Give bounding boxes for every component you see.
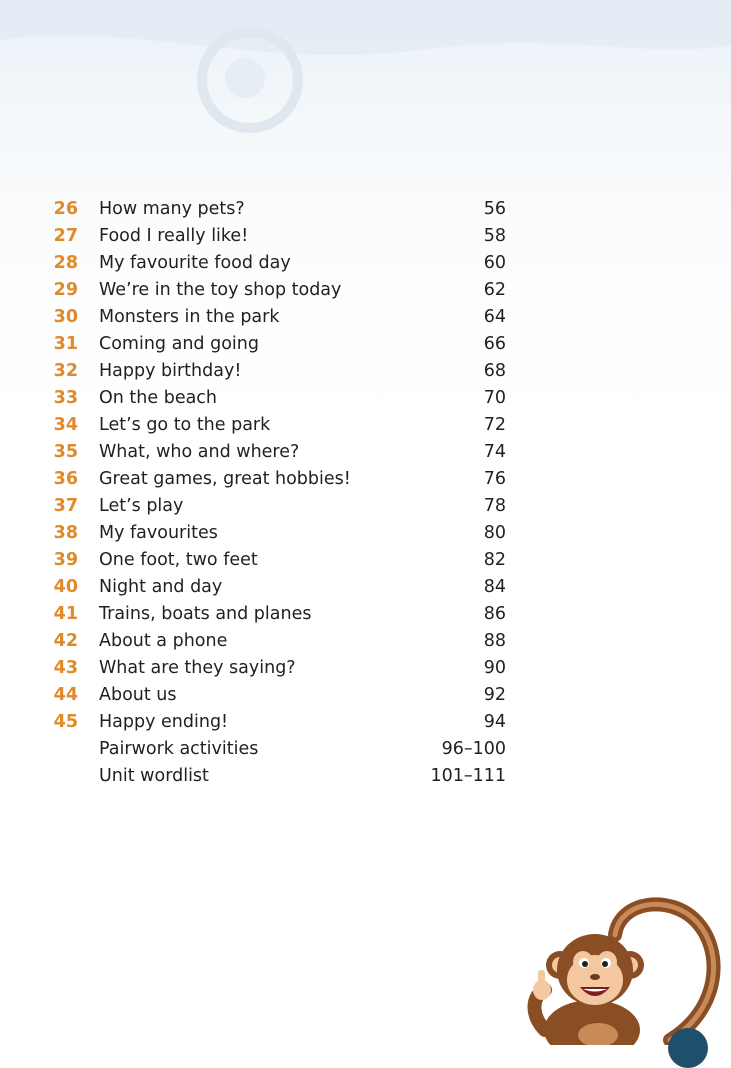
unit-number: 45 [53, 712, 78, 732]
toc-row [44, 601, 514, 628]
unit-title: Unit wordlist [99, 766, 209, 786]
monkey-mascot-icon [520, 890, 731, 1045]
toc-row [44, 520, 514, 547]
unit-number: 30 [53, 307, 78, 327]
toc-row [44, 385, 514, 412]
unit-number: 36 [53, 469, 78, 489]
page-number: 90 [483, 658, 506, 678]
unit-title: What, who and where? [99, 442, 300, 462]
unit-title: How many pets? [99, 199, 245, 219]
page-number: 74 [483, 442, 506, 462]
page-number: 68 [483, 361, 506, 381]
unit-title: About us [99, 685, 177, 705]
page-number: 76 [483, 469, 506, 489]
toc-row [44, 655, 514, 682]
page-number: 70 [483, 388, 506, 408]
page-number: 56 [483, 199, 506, 219]
page-number: 94 [483, 712, 506, 732]
toc-row [44, 304, 514, 331]
toc-row [44, 358, 514, 385]
unit-number: 35 [53, 442, 78, 462]
toc-row [44, 277, 514, 304]
unit-title: We’re in the toy shop today [99, 280, 342, 300]
page-number: 78 [483, 496, 506, 516]
page-number: 96–100 [441, 739, 506, 759]
unit-title: About a phone [99, 631, 228, 651]
unit-number: 37 [53, 496, 78, 516]
unit-title: On the beach [99, 388, 218, 408]
toc-row [44, 331, 514, 358]
toc-row [44, 709, 514, 736]
unit-number: 44 [53, 685, 78, 705]
toc-row [44, 493, 514, 520]
unit-number: 31 [53, 334, 78, 354]
toc-row [44, 763, 514, 790]
page-number: 88 [483, 631, 506, 651]
unit-title: What are they saying? [99, 658, 296, 678]
unit-title: Coming and going [99, 334, 259, 354]
unit-title: Food I really like! [99, 226, 249, 246]
page-number: 64 [483, 307, 506, 327]
unit-title: My favourites [99, 523, 218, 543]
unit-title: Pairwork activities [99, 739, 259, 759]
page-number: 101–111 [430, 766, 506, 786]
unit-number: 27 [53, 226, 78, 246]
unit-number: 42 [53, 631, 78, 651]
page-number: 66 [483, 334, 506, 354]
header-watermark [0, 0, 731, 200]
unit-title: Let’s play [99, 496, 184, 516]
unit-number: 29 [53, 280, 78, 300]
toc-row [44, 250, 514, 277]
unit-title: Great games, great hobbies! [99, 469, 351, 489]
unit-title: Monsters in the park [99, 307, 280, 327]
toc-row [44, 682, 514, 709]
unit-number: 28 [53, 253, 78, 273]
page-number: 58 [483, 226, 506, 246]
unit-number: 41 [53, 604, 78, 624]
page-corner-badge [668, 1028, 708, 1068]
unit-number: 34 [53, 415, 78, 435]
unit-title: My favourite food day [99, 253, 291, 273]
page-number: 92 [483, 685, 506, 705]
unit-number: 38 [53, 523, 78, 543]
toc-row [44, 196, 514, 223]
unit-title: One foot, two feet [99, 550, 258, 570]
toc-row [44, 736, 514, 763]
toc-row [44, 574, 514, 601]
toc-row [44, 412, 514, 439]
toc-row [44, 439, 514, 466]
unit-number: 43 [53, 658, 78, 678]
toc-row [44, 223, 514, 250]
unit-title: Night and day [99, 577, 223, 597]
page-number: 62 [483, 280, 506, 300]
page-number: 86 [483, 604, 506, 624]
page-number: 60 [483, 253, 506, 273]
page-number: 82 [483, 550, 506, 570]
unit-number: 39 [53, 550, 78, 570]
unit-title: Happy ending! [99, 712, 229, 732]
unit-number: 32 [53, 361, 78, 381]
page-number: 72 [483, 415, 506, 435]
unit-title: Trains, boats and planes [99, 604, 312, 624]
toc-row [44, 466, 514, 493]
toc-row [44, 547, 514, 574]
unit-title: Happy birthday! [99, 361, 242, 381]
unit-number: 40 [53, 577, 78, 597]
toc-row [44, 628, 514, 655]
unit-number: 26 [53, 199, 78, 219]
page-number: 80 [483, 523, 506, 543]
page-number: 84 [483, 577, 506, 597]
unit-title: Let’s go to the park [99, 415, 271, 435]
table-of-contents [44, 196, 514, 790]
unit-number: 33 [53, 388, 78, 408]
